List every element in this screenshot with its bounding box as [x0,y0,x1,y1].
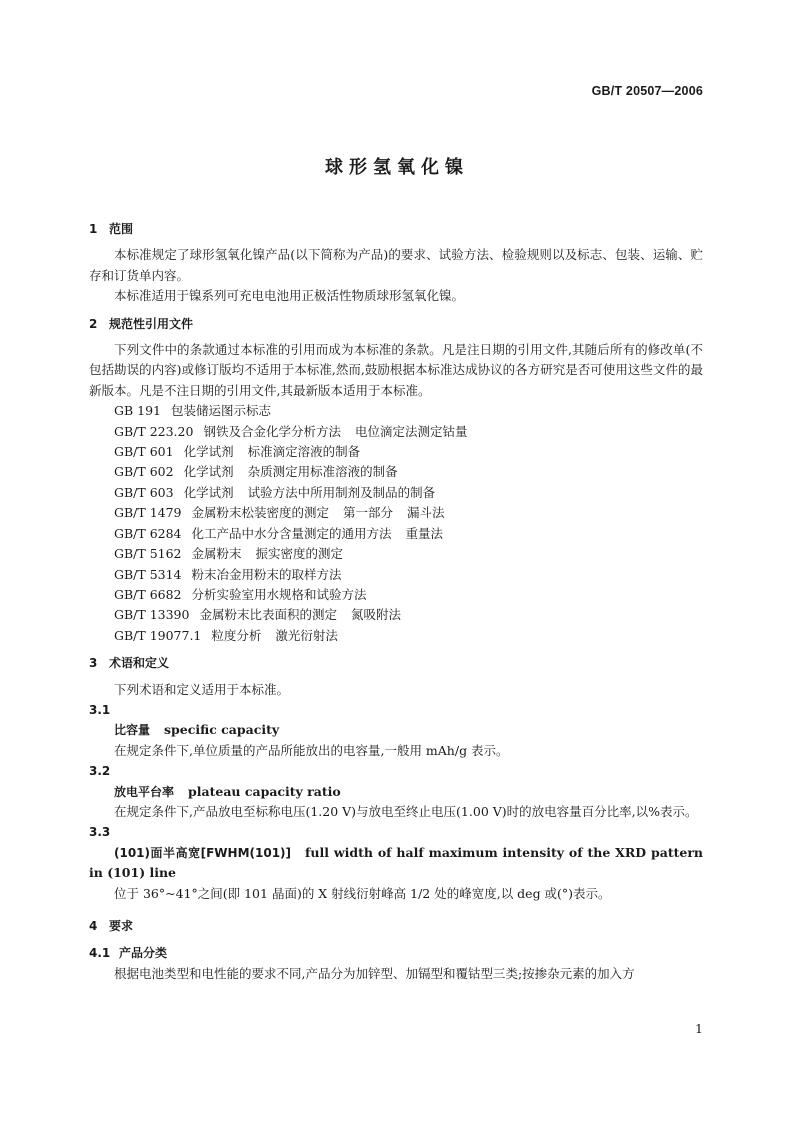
reference-item [89,503,703,523]
reference-title-part: 包装储运图示标志 [171,403,272,419]
reference-item [89,605,703,625]
reference-code: GB/T 5162 [114,546,182,562]
reference-title-part: 杂质测定用标准溶液的制备 [247,464,398,480]
terms-intro: 下列术语和定义适用于本标准。 [114,681,290,697]
reference-code: GB/T 223.20 [114,423,194,439]
reference-title-part: 化学试剂 [183,484,234,500]
page-number: 1 [695,1021,703,1036]
reference-code: GB/T 13390 [114,607,190,623]
term-3-1-name: 比容量 specific capacity [114,722,280,738]
reference-title-part: 漏斗法 [407,505,445,521]
reference-title-part: 第一部分 [343,505,394,521]
reference-title-part: 粒度分析 [211,627,262,643]
document-code: GB/T 20507—2006 [591,84,703,98]
reference-title-part: 试验方法中所用制剂及制品的制备 [247,484,436,500]
reference-title-part: 标准滴定溶液的制备 [247,444,361,460]
reference-title-part: 粉末冶金用粉末的取样方法 [191,566,342,582]
reference-item [89,626,703,646]
reference-code: GB/T 603 [114,484,174,500]
scope-paragraph-1: 本标准规定了球形氢氧化镍产品(以下简称为产品)的要求、试验方法、检验规则以及标志、包装、运输、贮存和订货单内容。 [89,247,703,283]
reference-title-part: 电位滴定法测定钴量 [354,423,468,439]
reference-title-part: 重量法 [405,525,444,541]
term-3-1-definition: 在规定条件下,单位质量的产品所能放出的电容量,一般用 mAh/g 表示。 [114,742,509,758]
reference-title-part: 金属粉末 [191,546,242,562]
product-classification-text: 根据电池类型和电性能的要求不同,产品分为加锌型、加镉型和覆钴型三类;按掺杂元素的加入方 [114,965,635,981]
section-1-heading: 1 范围 [89,222,134,236]
section-2-heading: 2 规范性引用文件 [89,316,194,331]
reference-item [89,462,703,482]
reference-code: GB/T 601 [114,444,174,460]
section-4-heading: 4 要求 [89,919,134,933]
reference-item [89,422,703,442]
reference-code: GB/T 1479 [114,505,182,521]
reference-title-part: 氮吸附法 [350,607,401,623]
references-intro: 下列文件中的条款通过本标准的引用而成为本标准的条款。凡是注日期的引用文件,其随后所有的修改单(不包括勘误的内容)或修订版均不适用于本标准,然而,鼓励根据本标准达成协议的各方研究是否可使用这些文件的最新版本。凡是不注日期的引用文件,其最新版本适用于本标准。 [89,342,703,398]
reference-title-part: 分析实验室用水规格和试验方法 [191,586,367,602]
reference-item [89,524,703,544]
reference-code: GB/T 6682 [114,586,182,602]
subsection-4-1-heading: 4.1 产品分类 [89,946,168,961]
reference-code: GB/T 602 [114,464,174,480]
reference-item [89,442,703,462]
term-3-3-number: 3.3 [89,825,111,840]
reference-item [89,565,703,585]
term-3-2-name: 放电平台率 plateau capacity ratio [114,783,341,799]
term-3-1-number: 3.1 [89,702,111,717]
term-3-2-number: 3.2 [89,764,111,779]
term-3-3-name: (101)面半高宽[FWHM(101)] full width of half maximum intensity of the XRD pattern in (101) line [89,844,703,881]
reference-item [89,585,703,605]
reference-code: GB/T 6284 [114,525,182,541]
reference-title-part: 化工产品中水分含量测定的通用方法 [191,525,392,541]
reference-title-part: 金属粉末比表面积的测定 [199,607,337,623]
reference-title-part: 激光衍射法 [275,627,338,643]
scope-paragraph-2: 本标准适用于镍系列可充电电池用正极活性物质球形氢氧化镍。 [114,288,465,304]
reference-title-part: 化学试剂 [183,464,234,480]
reference-code: GB 191 [114,403,162,419]
reference-item [89,483,703,503]
reference-code: GB/T 19077.1 [114,627,202,643]
reference-title-part: 钢铁及合金化学分析方法 [203,423,341,439]
document-body [89,219,703,984]
reference-item [89,544,703,564]
reference-title-part: 金属粉末松装密度的测定 [191,505,330,521]
section-3-heading: 3 术语和定义 [89,656,170,671]
term-3-2-definition: 在规定条件下,产品放电至标称电压(1.20 V)与放电至终止电压(1.00 V)时的放电容量百分比率,以%表示。 [114,803,698,819]
reference-title-part: 化学试剂 [183,444,234,460]
document-title: 球形氢氧化镍 [325,157,469,178]
reference-list [89,401,703,646]
reference-title-part: 振实密度的测定 [255,546,344,562]
reference-item [89,401,703,421]
reference-code: GB/T 5314 [114,566,182,582]
term-3-3-definition: 位于 36°~41°之间(即 101 晶面)的 X 射线衍射峰高 1/2 处的峰宽度,以 deg 或(°)表示。 [114,885,611,901]
